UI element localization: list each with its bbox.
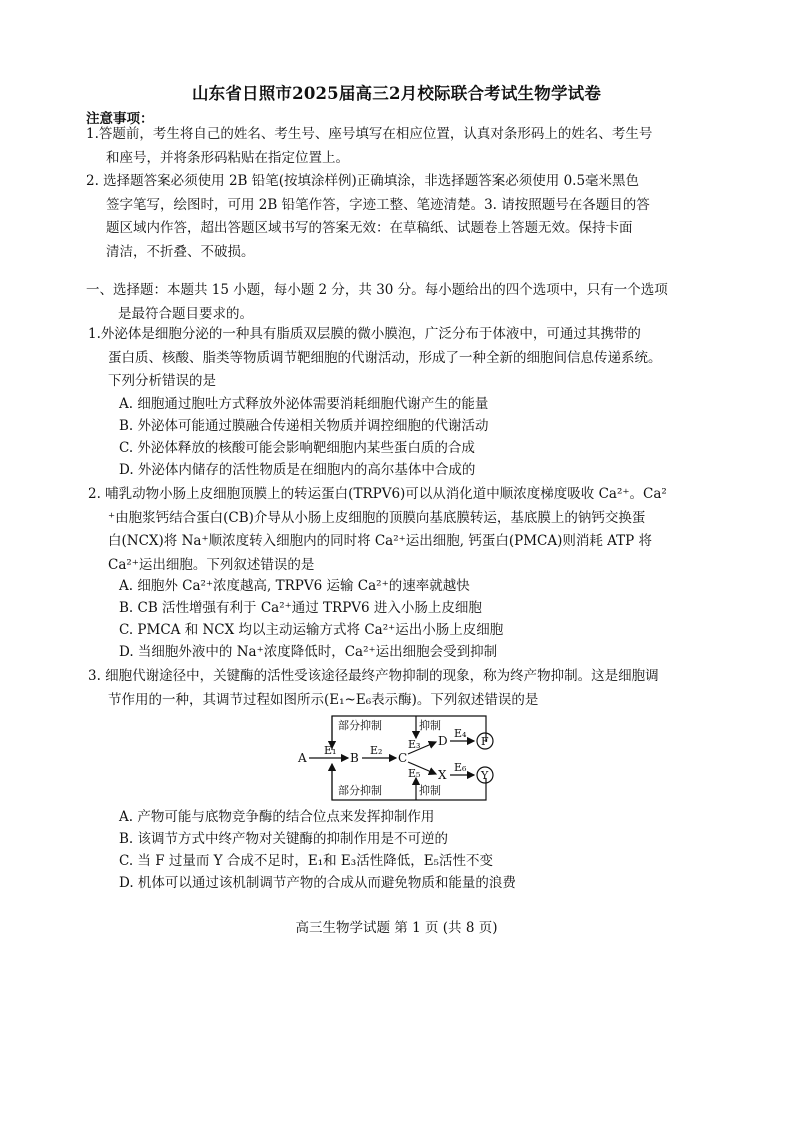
section-line2: 是最符合题目要求的。: [118, 305, 253, 322]
q3-options: [119, 806, 719, 894]
q1-stem-line1: 1.外泌体是细胞分泌的一种具有脂质双层膜的微小膜泡，广泛分布于体液中，可通过其携带的: [88, 326, 641, 342]
q1-option-d: D. 外泌体内储存的活性物质是在细胞内的高尔基体中合成的: [119, 462, 476, 478]
notice-block: [86, 123, 726, 264]
label-partial-inhibit-bottom: 部分抑制: [338, 784, 382, 797]
enzyme-e2: E₂: [370, 744, 383, 757]
notice-item2-line3: 题区域内作答，超出答题区域书写的答案无效：在草稿纸、试题卷上答题无效。保持卡面: [106, 220, 633, 236]
q1-option-a: A. 细胞通过胞吐方式释放外泌体需要消耗细胞代谢产生的能量: [119, 396, 489, 412]
q3-option-b: B. 该调节方式中终产物对关键酶的抑制作用是不可逆的: [119, 831, 449, 847]
exam-title: 山东省日照市2025届高三2月校际联合考试生物学试卷: [191, 84, 602, 103]
q3-option-c: C. 当 F 过量而 Y 合成不足时，E₁和 E₃活性降低，E₅活性不变: [119, 853, 493, 869]
enzyme-e6: E₆: [454, 761, 467, 774]
notice-item1-line1: 1.答题前，考生将自己的姓名、考生号、座号填写在相应位置，认真对条形码上的姓名、考生号: [86, 126, 653, 142]
pathway-diagram: [296, 712, 512, 804]
question-1: [88, 323, 728, 394]
node-c: C: [398, 751, 408, 765]
q1-option-b: B. 外泌体可能通过膜融合传递相关物质并调控细胞的代谢活动: [119, 418, 489, 434]
q2-option-d: D. 当细胞外液中的 Na⁺浓度降低时，Ca²⁺运出细胞会受到抑制: [119, 644, 498, 660]
enzyme-e5: E₅: [408, 767, 421, 780]
question-2: [88, 483, 738, 577]
section-line1: 一、选择题：本题共 15 小题，每小题 2 分，共 30 分。每小题给出的四个选项中，只有一个选项: [86, 282, 668, 298]
q2-stem-line2: ⁺由胞浆钙结合蛋白(CB)介导从小肠上皮细胞的顶膜向基底膜转运，基底膜上的钠钙交换蛋: [108, 509, 646, 526]
notice-heading: 注意事项：: [86, 111, 154, 127]
q2-option-b: B. CB 活性增强有利于 Ca²⁺通过 TRPV6 进入小肠上皮细胞: [119, 600, 482, 616]
q2-stem-line3: 白(NCX)将 Na⁺顺浓度转入细胞内的同时将 Ca²⁺运出细胞, 钙蛋白(PMCA)则消耗 ATP 将: [108, 533, 653, 549]
enzyme-e1: E₁: [324, 744, 337, 757]
q3-stem-line1: 3. 细胞代谢途径中，关键酶的活性受该途径最终产物抑制的现象，称为终产物抑制。这是细胞调: [88, 668, 659, 684]
notice-item1-line2: 和座号，并将条形码粘贴在指定位置上。: [106, 149, 349, 166]
notice-item2-line2: 签字笔写，绘图时，可用 2B 铅笔作答，字迹工整、笔迹清楚。3. 请按照题号在各题目的答: [106, 196, 650, 213]
enzyme-e4: E₄: [454, 727, 467, 740]
notice-item2-line4: 清洁，不折叠、不破损。: [106, 243, 255, 260]
section-heading: [86, 279, 736, 326]
q2-stem-line4: Ca²⁺运出细胞。下列叙述错误的是: [108, 556, 315, 573]
enzyme-e3: E₃: [408, 738, 421, 751]
question-3: [88, 665, 738, 712]
q2-option-c: C. PMCA 和 NCX 均以主动运输方式将 Ca²⁺运出小肠上皮细胞: [119, 622, 504, 638]
label-partial-inhibit-top: 部分抑制: [338, 719, 382, 732]
page-footer: 高三生物学试题 第 1 页 (共 8 页): [295, 920, 498, 936]
label-inhibit-bottom: 抑制: [419, 784, 441, 797]
q3-option-a: A. 产物可能与底物竞争酶的结合位点来发挥抑制作用: [119, 809, 435, 825]
q1-stem-line3: 下列分析错误的是: [108, 373, 216, 389]
q3-option-d: D. 机体可以通过该机制调节产物的合成从而避免物质和能量的浪费: [119, 875, 516, 891]
q2-option-a: A. 细胞外 Ca²⁺浓度越高, TRPV6 运输 Ca²⁺的速率就越快: [119, 578, 470, 594]
q1-stem-line2: 蛋白质、核酸、脂类等物质调节靶细胞的代谢活动，形成了一种全新的细胞间信息传递系统。: [108, 349, 662, 366]
node-d: D: [438, 734, 448, 748]
q3-stem-line2: 节作用的一种，其调节过程如图所示(E₁~E₆表示酶)。下列叙述错误的是: [108, 691, 539, 708]
node-f: F: [481, 735, 489, 748]
notice-item2-line1: 2. 选择题答案必须使用 2B 铅笔(按填涂样例)正确填涂，非选择题答案必须使用 0.5毫米黑色: [86, 173, 640, 189]
node-y: Y: [481, 769, 489, 782]
q2-stem-line1: 2. 哺乳动物小肠上皮细胞顶膜上的转运蛋白(TRPV6)可以从消化道中顺浓度梯度吸收 Ca²⁺。Ca²: [88, 486, 667, 502]
node-b: B: [350, 751, 359, 765]
node-a: A: [298, 751, 307, 765]
q1-option-c: C. 外泌体释放的核酸可能会影响靶细胞内某些蛋白质的合成: [119, 440, 475, 456]
label-inhibit-top: 抑制: [419, 719, 441, 732]
q1-options: [119, 393, 719, 481]
q2-options: [119, 575, 719, 663]
node-x: X: [438, 768, 447, 782]
